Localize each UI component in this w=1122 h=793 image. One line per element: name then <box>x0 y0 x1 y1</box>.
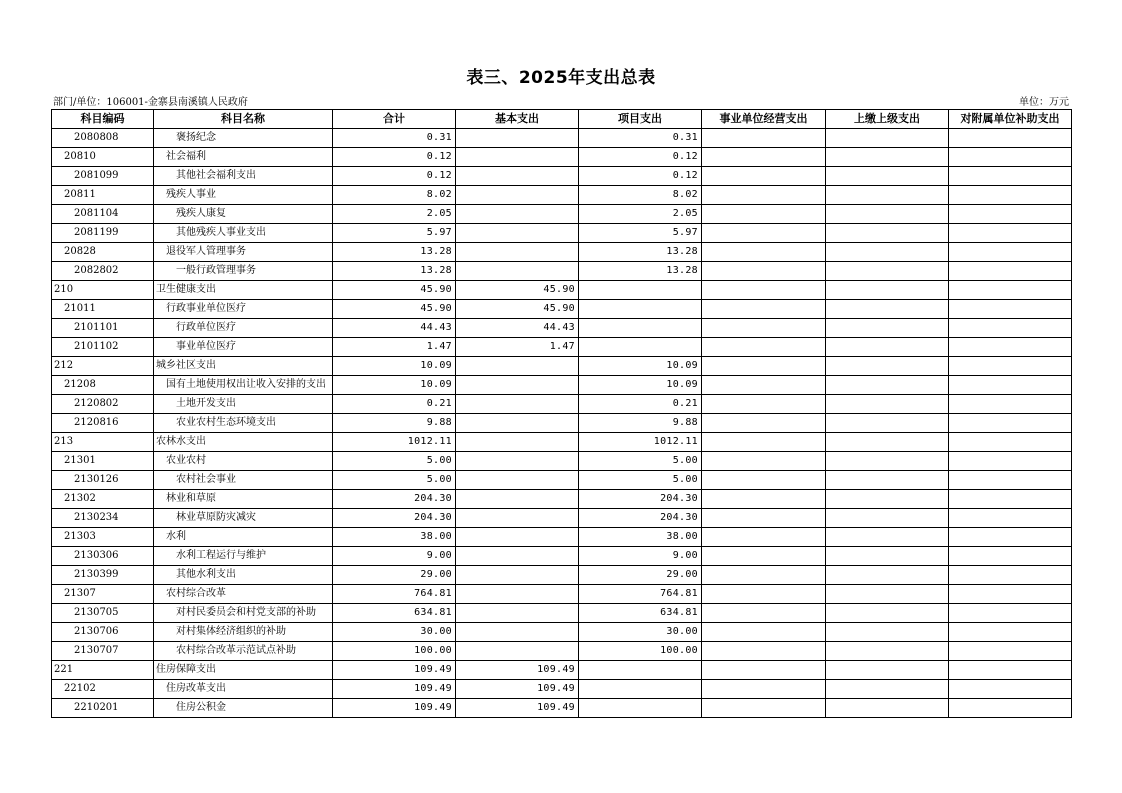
cell-subsidy <box>949 452 1072 471</box>
cell-basic <box>456 129 579 148</box>
cell-business <box>702 262 826 281</box>
table-row <box>52 338 1072 357</box>
cell-basic <box>456 642 579 661</box>
cell-business <box>702 661 826 680</box>
cell-total: 8.02 <box>333 186 456 205</box>
cell-basic: 45.90 <box>456 281 579 300</box>
cell-subsidy <box>949 243 1072 262</box>
cell-upper <box>826 414 949 433</box>
cell-subsidy <box>949 186 1072 205</box>
table-row <box>52 414 1072 433</box>
cell-subsidy <box>949 471 1072 490</box>
cell-basic: 44.43 <box>456 319 579 338</box>
cell-project <box>579 338 702 357</box>
cell-name: 卫生健康支出 <box>154 281 333 300</box>
cell-total: 13.28 <box>333 243 456 262</box>
table-row <box>52 471 1072 490</box>
cell-subsidy <box>949 490 1072 509</box>
cell-project: 1012.11 <box>579 433 702 452</box>
cell-name: 对村集体经济组织的补助 <box>154 623 333 642</box>
cell-upper <box>826 547 949 566</box>
cell-project: 204.30 <box>579 509 702 528</box>
cell-business <box>702 623 826 642</box>
table-row <box>52 547 1072 566</box>
cell-basic <box>456 186 579 205</box>
cell-code: 2120802 <box>52 395 154 414</box>
cell-total: 109.49 <box>333 699 456 718</box>
cell-basic <box>456 623 579 642</box>
cell-project: 2.05 <box>579 205 702 224</box>
cell-name: 残疾人事业 <box>154 186 333 205</box>
cell-project: 5.00 <box>579 452 702 471</box>
cell-business <box>702 585 826 604</box>
cell-total: 38.00 <box>333 528 456 547</box>
cell-business <box>702 300 826 319</box>
cell-basic <box>456 604 579 623</box>
cell-upper <box>826 319 949 338</box>
cell-subsidy <box>949 129 1072 148</box>
cell-basic <box>456 509 579 528</box>
cell-name: 事业单位医疗 <box>154 338 333 357</box>
cell-upper <box>826 262 949 281</box>
cell-upper <box>826 300 949 319</box>
cell-subsidy <box>949 547 1072 566</box>
cell-project <box>579 300 702 319</box>
cell-upper <box>826 604 949 623</box>
cell-upper <box>826 623 949 642</box>
table-row <box>52 642 1072 661</box>
cell-project: 5.97 <box>579 224 702 243</box>
page-title: 表三、2025年支出总表 <box>466 68 656 88</box>
table-header-row <box>52 110 1072 129</box>
cell-business <box>702 699 826 718</box>
header-total: 合计 <box>333 110 456 129</box>
table-row <box>52 376 1072 395</box>
cell-project: 0.12 <box>579 148 702 167</box>
cell-business <box>702 167 826 186</box>
header-code: 科目编码 <box>52 110 154 129</box>
cell-total: 1012.11 <box>333 433 456 452</box>
cell-subsidy <box>949 623 1072 642</box>
cell-total: 45.90 <box>333 281 456 300</box>
cell-upper <box>826 490 949 509</box>
table-row <box>52 281 1072 300</box>
cell-basic: 109.49 <box>456 680 579 699</box>
cell-total: 5.97 <box>333 224 456 243</box>
cell-subsidy <box>949 281 1072 300</box>
cell-business <box>702 433 826 452</box>
cell-code: 2082802 <box>52 262 154 281</box>
cell-subsidy <box>949 661 1072 680</box>
cell-name: 农林水支出 <box>154 433 333 452</box>
cell-upper <box>826 528 949 547</box>
cell-total: 5.00 <box>333 471 456 490</box>
cell-total: 109.49 <box>333 661 456 680</box>
cell-code: 2130399 <box>52 566 154 585</box>
cell-basic <box>456 452 579 471</box>
cell-basic <box>456 243 579 262</box>
cell-subsidy <box>949 604 1072 623</box>
table-row <box>52 680 1072 699</box>
cell-upper <box>826 376 949 395</box>
cell-business <box>702 547 826 566</box>
cell-subsidy <box>949 680 1072 699</box>
cell-total: 9.88 <box>333 414 456 433</box>
cell-project: 100.00 <box>579 642 702 661</box>
cell-business <box>702 376 826 395</box>
cell-upper <box>826 243 949 262</box>
cell-upper <box>826 566 949 585</box>
cell-code: 221 <box>52 661 154 680</box>
cell-business <box>702 414 826 433</box>
cell-upper <box>826 338 949 357</box>
cell-subsidy <box>949 528 1072 547</box>
cell-project: 10.09 <box>579 357 702 376</box>
cell-subsidy <box>949 262 1072 281</box>
cell-subsidy <box>949 205 1072 224</box>
cell-total: 100.00 <box>333 642 456 661</box>
cell-upper <box>826 680 949 699</box>
cell-project <box>579 680 702 699</box>
cell-name: 其他社会福利支出 <box>154 167 333 186</box>
cell-project <box>579 281 702 300</box>
cell-name: 林业和草原 <box>154 490 333 509</box>
cell-code: 213 <box>52 433 154 452</box>
cell-name: 林业草原防灾减灾 <box>154 509 333 528</box>
cell-name: 住房保障支出 <box>154 661 333 680</box>
cell-total: 2.05 <box>333 205 456 224</box>
cell-code: 20828 <box>52 243 154 262</box>
cell-total: 764.81 <box>333 585 456 604</box>
cell-code: 2081104 <box>52 205 154 224</box>
table-row <box>52 509 1072 528</box>
cell-business <box>702 471 826 490</box>
cell-name: 行政单位医疗 <box>154 319 333 338</box>
table-row <box>52 262 1072 281</box>
table-row <box>52 566 1072 585</box>
cell-total: 204.30 <box>333 509 456 528</box>
cell-upper <box>826 148 949 167</box>
table-row <box>52 243 1072 262</box>
cell-name: 住房公积金 <box>154 699 333 718</box>
header-basic: 基本支出 <box>456 110 579 129</box>
cell-code: 21301 <box>52 452 154 471</box>
cell-basic: 109.49 <box>456 699 579 718</box>
cell-basic <box>456 585 579 604</box>
cell-basic <box>456 414 579 433</box>
cell-code: 21302 <box>52 490 154 509</box>
cell-upper <box>826 186 949 205</box>
table-row <box>52 148 1072 167</box>
table-row <box>52 699 1072 718</box>
cell-subsidy <box>949 395 1072 414</box>
table-row <box>52 186 1072 205</box>
cell-basic <box>456 490 579 509</box>
cell-project <box>579 319 702 338</box>
cell-name: 国有土地使用权出让收入安排的支出 <box>154 376 333 395</box>
cell-total: 634.81 <box>333 604 456 623</box>
department-label: 部门/单位：106001-金寨县南溪镇人民政府 <box>53 97 248 108</box>
cell-total: 30.00 <box>333 623 456 642</box>
cell-basic <box>456 547 579 566</box>
cell-code: 21011 <box>52 300 154 319</box>
cell-code: 2130126 <box>52 471 154 490</box>
cell-upper <box>826 452 949 471</box>
cell-subsidy <box>949 433 1072 452</box>
cell-total: 0.12 <box>333 148 456 167</box>
cell-basic <box>456 566 579 585</box>
cell-project: 29.00 <box>579 566 702 585</box>
cell-code: 2210201 <box>52 699 154 718</box>
cell-code: 2080808 <box>52 129 154 148</box>
cell-basic <box>456 205 579 224</box>
unit-label: 单位：万元 <box>1019 97 1069 108</box>
cell-business <box>702 566 826 585</box>
cell-basic <box>456 357 579 376</box>
cell-name: 农业农村生态环境支出 <box>154 414 333 433</box>
cell-business <box>702 642 826 661</box>
cell-upper <box>826 205 949 224</box>
cell-subsidy <box>949 414 1072 433</box>
header-project: 项目支出 <box>579 110 702 129</box>
cell-subsidy <box>949 585 1072 604</box>
cell-subsidy <box>949 642 1072 661</box>
cell-code: 21208 <box>52 376 154 395</box>
cell-code: 2130705 <box>52 604 154 623</box>
cell-name: 其他残疾人事业支出 <box>154 224 333 243</box>
table-row <box>52 623 1072 642</box>
cell-code: 2120816 <box>52 414 154 433</box>
cell-name: 水利 <box>154 528 333 547</box>
table-row <box>52 224 1072 243</box>
cell-business <box>702 490 826 509</box>
header-name: 科目名称 <box>154 110 333 129</box>
cell-total: 10.09 <box>333 357 456 376</box>
cell-subsidy <box>949 338 1072 357</box>
header-business: 事业单位经营支出 <box>702 110 826 129</box>
cell-total: 44.43 <box>333 319 456 338</box>
cell-basic <box>456 167 579 186</box>
cell-code: 2130707 <box>52 642 154 661</box>
cell-project: 0.21 <box>579 395 702 414</box>
cell-subsidy <box>949 376 1072 395</box>
cell-subsidy <box>949 224 1072 243</box>
cell-total: 0.12 <box>333 167 456 186</box>
cell-project <box>579 699 702 718</box>
cell-business <box>702 129 826 148</box>
cell-project: 30.00 <box>579 623 702 642</box>
cell-name: 一般行政管理事务 <box>154 262 333 281</box>
cell-name: 农业农村 <box>154 452 333 471</box>
cell-business <box>702 224 826 243</box>
cell-upper <box>826 129 949 148</box>
cell-basic <box>456 148 579 167</box>
cell-total: 13.28 <box>333 262 456 281</box>
cell-name: 农村综合改革示范试点补助 <box>154 642 333 661</box>
cell-subsidy <box>949 509 1072 528</box>
table-row <box>52 528 1072 547</box>
cell-code: 2101101 <box>52 319 154 338</box>
cell-project: 9.00 <box>579 547 702 566</box>
cell-code: 21303 <box>52 528 154 547</box>
cell-code: 20811 <box>52 186 154 205</box>
cell-basic: 1.47 <box>456 338 579 357</box>
cell-name: 农村综合改革 <box>154 585 333 604</box>
cell-business <box>702 395 826 414</box>
cell-business <box>702 604 826 623</box>
cell-upper <box>826 661 949 680</box>
cell-project: 10.09 <box>579 376 702 395</box>
table-row <box>52 395 1072 414</box>
cell-subsidy <box>949 148 1072 167</box>
header-subsidy: 对附属单位补助支出 <box>949 110 1072 129</box>
cell-project <box>579 661 702 680</box>
cell-total: 5.00 <box>333 452 456 471</box>
cell-code: 2130234 <box>52 509 154 528</box>
cell-code: 20810 <box>52 148 154 167</box>
cell-total: 0.21 <box>333 395 456 414</box>
cell-upper <box>826 642 949 661</box>
cell-subsidy <box>949 167 1072 186</box>
cell-code: 2081099 <box>52 167 154 186</box>
cell-business <box>702 243 826 262</box>
cell-total: 10.09 <box>333 376 456 395</box>
cell-upper <box>826 699 949 718</box>
cell-project: 0.12 <box>579 167 702 186</box>
table-row <box>52 490 1072 509</box>
cell-total: 45.90 <box>333 300 456 319</box>
cell-total: 0.31 <box>333 129 456 148</box>
cell-basic <box>456 395 579 414</box>
cell-basic <box>456 528 579 547</box>
cell-project: 204.30 <box>579 490 702 509</box>
table-row <box>52 319 1072 338</box>
cell-business <box>702 357 826 376</box>
cell-business <box>702 452 826 471</box>
cell-name: 社会福利 <box>154 148 333 167</box>
cell-basic: 45.90 <box>456 300 579 319</box>
table-row <box>52 205 1072 224</box>
cell-basic: 109.49 <box>456 661 579 680</box>
cell-project: 8.02 <box>579 186 702 205</box>
cell-upper <box>826 585 949 604</box>
cell-name: 褒扬纪念 <box>154 129 333 148</box>
cell-total: 109.49 <box>333 680 456 699</box>
cell-name: 住房改革支出 <box>154 680 333 699</box>
cell-basic <box>456 471 579 490</box>
cell-name: 农村社会事业 <box>154 471 333 490</box>
table-row <box>52 452 1072 471</box>
cell-subsidy <box>949 319 1072 338</box>
cell-code: 22102 <box>52 680 154 699</box>
cell-subsidy <box>949 699 1072 718</box>
cell-total: 1.47 <box>333 338 456 357</box>
cell-project: 13.28 <box>579 262 702 281</box>
cell-project: 764.81 <box>579 585 702 604</box>
cell-upper <box>826 167 949 186</box>
cell-business <box>702 148 826 167</box>
cell-code: 212 <box>52 357 154 376</box>
cell-business <box>702 338 826 357</box>
cell-upper <box>826 471 949 490</box>
cell-upper <box>826 281 949 300</box>
cell-business <box>702 509 826 528</box>
cell-name: 城乡社区支出 <box>154 357 333 376</box>
table-row <box>52 433 1072 452</box>
cell-name: 土地开发支出 <box>154 395 333 414</box>
cell-subsidy <box>949 566 1072 585</box>
table-row <box>52 661 1072 680</box>
cell-basic <box>456 376 579 395</box>
cell-name: 残疾人康复 <box>154 205 333 224</box>
table-row <box>52 357 1072 376</box>
cell-project: 38.00 <box>579 528 702 547</box>
cell-business <box>702 186 826 205</box>
cell-total: 204.30 <box>333 490 456 509</box>
table-row <box>52 129 1072 148</box>
cell-name: 退役军人管理事务 <box>154 243 333 262</box>
cell-name: 对村民委员会和村党支部的补助 <box>154 604 333 623</box>
cell-business <box>702 680 826 699</box>
cell-code: 2130706 <box>52 623 154 642</box>
cell-upper <box>826 395 949 414</box>
cell-name: 行政事业单位医疗 <box>154 300 333 319</box>
cell-project: 9.88 <box>579 414 702 433</box>
cell-name: 其他水利支出 <box>154 566 333 585</box>
cell-basic <box>456 433 579 452</box>
cell-upper <box>826 357 949 376</box>
cell-total: 9.00 <box>333 547 456 566</box>
cell-upper <box>826 433 949 452</box>
cell-basic <box>456 262 579 281</box>
cell-code: 2081199 <box>52 224 154 243</box>
cell-code: 2130306 <box>52 547 154 566</box>
cell-business <box>702 281 826 300</box>
cell-upper <box>826 224 949 243</box>
cell-name: 水利工程运行与维护 <box>154 547 333 566</box>
cell-code: 2101102 <box>52 338 154 357</box>
table-row <box>52 300 1072 319</box>
header-upper: 上缴上级支出 <box>826 110 949 129</box>
cell-business <box>702 528 826 547</box>
cell-basic <box>456 224 579 243</box>
cell-subsidy <box>949 357 1072 376</box>
cell-business <box>702 319 826 338</box>
table-row <box>52 585 1072 604</box>
table-row <box>52 604 1072 623</box>
cell-project: 634.81 <box>579 604 702 623</box>
table-row <box>52 167 1072 186</box>
cell-code: 21307 <box>52 585 154 604</box>
cell-code: 210 <box>52 281 154 300</box>
cell-business <box>702 205 826 224</box>
cell-total: 29.00 <box>333 566 456 585</box>
cell-project: 13.28 <box>579 243 702 262</box>
expenditure-table <box>51 109 1072 718</box>
cell-upper <box>826 509 949 528</box>
cell-subsidy <box>949 300 1072 319</box>
cell-project: 0.31 <box>579 129 702 148</box>
cell-project: 5.00 <box>579 471 702 490</box>
